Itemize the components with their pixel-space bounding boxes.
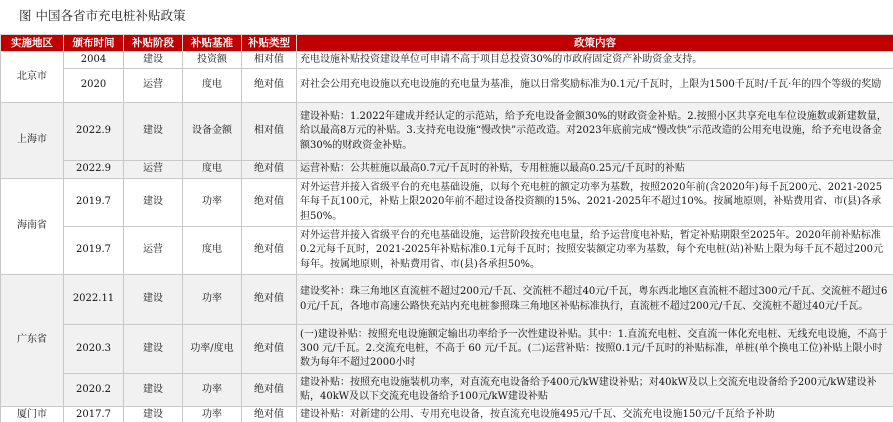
- stage-cell: 建设: [124, 407, 183, 422]
- content-cell: 对社会公用充电设施以充电设施的充电量为基准，施以日常奖励标准为0.1元/千瓦时，上限为1500千瓦时/千瓦·年的四个等级的奖励: [297, 69, 893, 103]
- basis-cell: 功率/度电: [183, 325, 242, 374]
- time-cell: 2022.9: [64, 161, 124, 179]
- type-cell: 相对值: [242, 52, 297, 69]
- region-cell: 广东省: [1, 275, 64, 407]
- table-row: [1, 103, 893, 161]
- type-cell: 绝对值: [242, 227, 297, 275]
- content-cell: 建设补贴：对新建的公用、专用充电设备，按直流充电设施495元/千瓦、交流充电设施150元/千瓦给予补助: [297, 407, 893, 422]
- basis-cell: 度电: [183, 161, 242, 179]
- header-time: 颁布时间: [64, 35, 124, 52]
- type-cell: 绝对值: [242, 161, 297, 179]
- region-cell: 上海市: [1, 103, 64, 179]
- header-stage: 补贴阶段: [124, 35, 183, 52]
- region-cell: 北京市: [1, 52, 64, 103]
- content-cell: (一)建设补贴：按照充电设施额定输出功率给予一次性建设补贴。其中：1.直流充电桩、交直流一体化充电桩、无线充电设施，不高于 300 元/千瓦。2.交流充电桩，不高于 60 元/千瓦。(二)运营补贴：按照0.1元/千瓦时的补贴标准，单桩(单个换电工位)补贴上限小时数为每年不超过2000小时: [297, 325, 893, 374]
- table-row: [1, 275, 893, 325]
- content-cell: 充电设施补贴投资建设单位可申请不高于项目总投资30%的市政府固定资产补助资金支持。: [297, 52, 893, 69]
- type-cell: 绝对值: [242, 374, 297, 407]
- basis-cell: 功率: [183, 179, 242, 227]
- basis-cell: 功率: [183, 374, 242, 407]
- stage-cell: 建设: [124, 52, 183, 69]
- stage-cell: 建设: [124, 325, 183, 374]
- time-cell: 2017.7: [64, 407, 124, 422]
- table-row: [1, 52, 893, 69]
- stage-cell: 建设: [124, 374, 183, 407]
- table-row: [1, 69, 893, 103]
- table-row: [1, 374, 893, 407]
- figure-title: 图 中国各省市充电桩补贴政策: [19, 8, 186, 23]
- type-cell: 绝对值: [242, 179, 297, 227]
- time-cell: 2020.3: [64, 325, 124, 374]
- table-row: [1, 407, 893, 422]
- header-type: 补贴类型: [242, 35, 297, 52]
- time-cell: 2004: [64, 52, 124, 69]
- time-cell: 2019.7: [64, 227, 124, 275]
- content-cell: 对外运营并接入省级平台的充电基础设施，运营阶段按充电电量，给予运营度电补贴，暂定补贴期限至2025年。2020年前补贴标准0.2元每千瓦时，2021-2025年补贴标准0.1元每千瓦时；按照安装额定功率为基数，每个充电桩(站)补贴上限为每千瓦不超过200元每年。按属地原则，补贴费用省、市(县)各承担50%。: [297, 227, 893, 275]
- basis-cell: 设备金额: [183, 103, 242, 161]
- header-region: 实施地区: [1, 35, 64, 52]
- table-row: [1, 179, 893, 227]
- table-header-row: [1, 35, 893, 52]
- content-cell: 建设补贴：1.2022年建成并经认定的示范站，给予充电设备金额30%的财政资金补贴。2.按照小区共享充电车位设施数或新建数量，给以最高8万元的补贴。3.支持充电设施“慢改快”示范改造。对2023年底前完成“慢改快”示范改造的公用充电设施，给予充电设备金额30%的财政资金补贴。: [297, 103, 893, 161]
- stage-cell: 运营: [124, 161, 183, 179]
- type-cell: 绝对值: [242, 69, 297, 103]
- time-cell: 2020.2: [64, 374, 124, 407]
- basis-cell: 投资额: [183, 52, 242, 69]
- stage-cell: 建设: [124, 103, 183, 161]
- basis-cell: 功率: [183, 407, 242, 422]
- subsidy-policy-table: [0, 34, 893, 422]
- time-cell: 2022.9: [64, 103, 124, 161]
- type-cell: 相对值: [242, 103, 297, 161]
- header-basis: 补贴基准: [183, 35, 242, 52]
- content-cell: 对外运营并接入省级平台的充电基础设施，以每个充电桩的额定功率为基数，按照2020年前(含2020年)每千瓦200元、2021-2025年每千瓦100元，补贴上限2020年前不超过设备投资额的15%、2021-2025年不超过10%。按属地原则，补贴费用省、市(县)各承担50%。: [297, 179, 893, 227]
- basis-cell: 度电: [183, 227, 242, 275]
- table-row: [1, 325, 893, 374]
- table-row: [1, 227, 893, 275]
- table-row: [1, 161, 893, 179]
- header-content: 政策内容: [297, 35, 893, 52]
- type-cell: 绝对值: [242, 275, 297, 325]
- region-cell: 厦门市: [1, 407, 64, 422]
- content-cell: 运营补贴：公共桩施以最高0.7元/千瓦时的补贴，专用桩施以最高0.25元/千瓦时的补贴: [297, 161, 893, 179]
- type-cell: 绝对值: [242, 325, 297, 374]
- stage-cell: 建设: [124, 275, 183, 325]
- content-cell: 建设奖补：珠三角地区直流桩不超过200元/千瓦、交流桩不超过40元/千瓦，粤东西北地区直流桩不超过300元/千瓦、交流桩不超过60元/千瓦，各地市高速公路快充站内充电桩参照珠三角地区补贴标准执行，直流桩不超过200元/千瓦、交流桩不超过40元/千瓦。: [297, 275, 893, 325]
- time-cell: 2020: [64, 69, 124, 103]
- basis-cell: 度电: [183, 69, 242, 103]
- stage-cell: 运营: [124, 69, 183, 103]
- time-cell: 2019.7: [64, 179, 124, 227]
- region-cell: 海南省: [1, 179, 64, 275]
- basis-cell: 功率: [183, 275, 242, 325]
- time-cell: 2022.11: [64, 275, 124, 325]
- stage-cell: 建设: [124, 179, 183, 227]
- type-cell: 绝对值: [242, 407, 297, 422]
- stage-cell: 运营: [124, 227, 183, 275]
- content-cell: 建设补贴：按照充电设施装机功率，对直流充电设备给予400元/kW建设补贴；对40kW及以上交流充电设备给予200元/kW建设补贴，40kW及以下交流充电设备给予100元/kW建设补贴: [297, 374, 893, 407]
